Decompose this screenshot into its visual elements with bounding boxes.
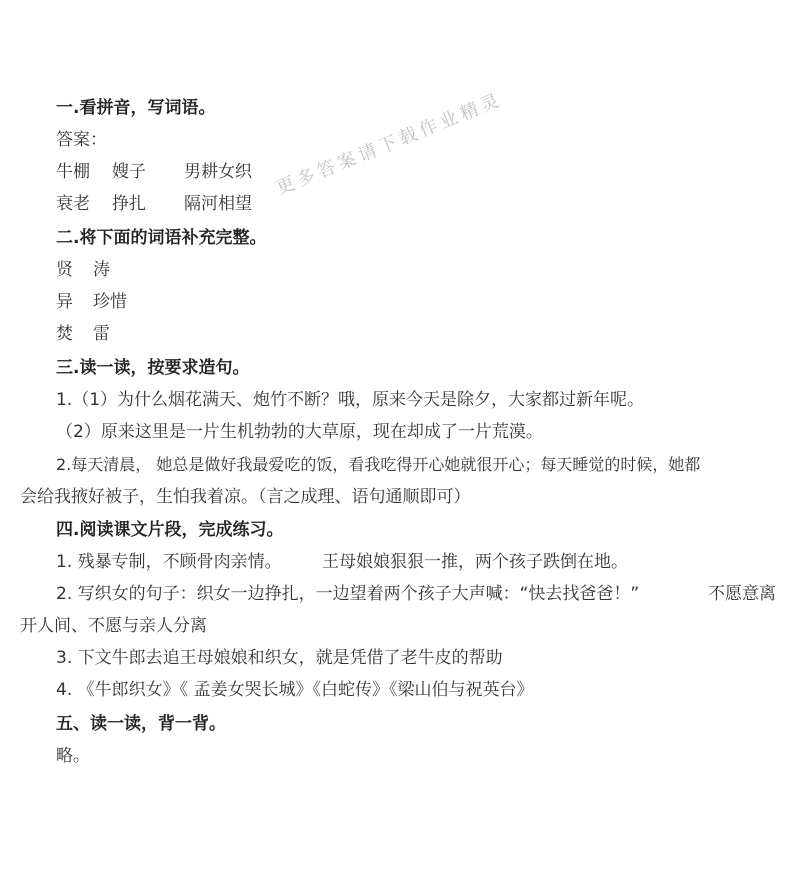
- sentence-line: 2.每天清晨， 她总是做好我最爱吃的饭，看我吃得开心她就很开心；每天睡觉的时候，她都: [56, 455, 701, 474]
- section-5-answer: 略。: [56, 746, 90, 766]
- answer-word: 男耕女织: [184, 162, 252, 182]
- fill-word: 异: [56, 292, 73, 312]
- answer-word: 衰老: [56, 194, 90, 214]
- fill-row: [56, 322, 110, 346]
- watermark-text: 更多答案请下载作业精灵: [273, 89, 506, 200]
- reading-answer-line: 4. 《牛郎织女》《 孟姜女哭长城》《白蛇传》《梁山伯与祝英台》: [56, 680, 534, 700]
- section-5-heading: 五、读一读，背一背。: [56, 714, 226, 734]
- reading-answer-line: [56, 582, 639, 606]
- fill-word: 珍惜: [93, 292, 127, 312]
- fill-row: [56, 290, 127, 314]
- answer-word: 牛棚: [56, 162, 90, 182]
- reading-answer-text: 1. 残暴专制，不顾骨肉亲情。: [56, 552, 282, 572]
- sentence-line: （2）原来这里是一片生机勃勃的大草原，现在却成了一片荒漠。: [56, 422, 543, 442]
- fill-row: [56, 258, 110, 282]
- answer-row-2: [56, 192, 252, 216]
- reading-answer-line: 开人间、不愿与亲人分离: [20, 616, 207, 636]
- reading-answer-text: 2. 写织女的句子：织女一边挣扎，一边望着两个孩子大声喊：“快去找爸爸！”: [56, 584, 640, 604]
- reading-answer-line: [708, 582, 776, 606]
- reading-answer-line: [56, 550, 282, 574]
- reading-answer-line: 3. 下文牛郎去追王母娘娘和织女，就是凭借了老牛皮的帮助: [56, 648, 503, 668]
- section-3-heading: 三.读一读，按要求造句。: [56, 358, 250, 378]
- fill-word: 雷: [93, 324, 110, 344]
- answer-row-1: [56, 160, 252, 184]
- reading-answer-text: 王母娘娘狠狠一推，两个孩子跌倒在地。: [322, 552, 628, 572]
- section-1-heading: 一.看拼音，写词语。: [56, 98, 216, 118]
- reading-answer-line: [322, 550, 628, 574]
- answer-word: 挣扎: [112, 194, 146, 214]
- answer-word: 隔河相望: [184, 194, 252, 214]
- reading-answer-text: 不愿意离: [708, 584, 776, 604]
- section-2-heading: 二.将下面的词语补充完整。: [56, 228, 267, 248]
- fill-word: 贤: [56, 260, 73, 280]
- answer-word: 嫂子: [112, 162, 146, 182]
- sentence-line: 1.（1）为什么烟花满天、炮竹不断？哦，原来今天是除夕，大家都过新年呢。: [56, 390, 645, 410]
- answer-label: 答案：: [56, 130, 107, 150]
- fill-word: 焚: [56, 324, 73, 344]
- section-4-heading: 四.阅读课文片段，完成练习。: [56, 520, 284, 540]
- fill-word: 涛: [93, 260, 110, 280]
- sentence-line: 会给我掖好被子，生怕我着凉。（言之成理、语句通顺即可）: [20, 487, 471, 507]
